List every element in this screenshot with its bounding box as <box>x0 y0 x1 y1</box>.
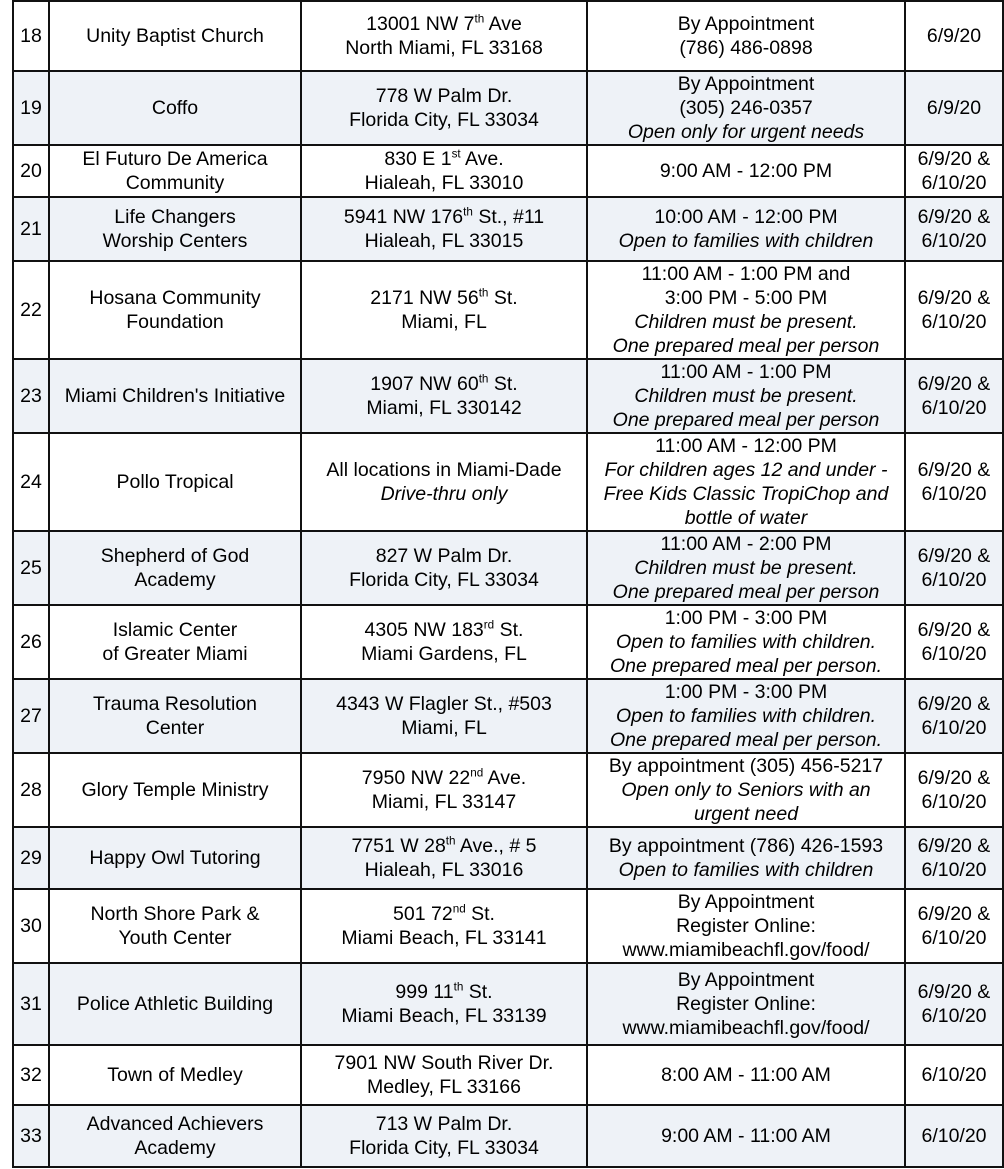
site-number: 24 <box>13 433 49 531</box>
site-hours <box>587 531 905 605</box>
site-dates <box>905 71 1003 145</box>
address-line <box>304 618 584 642</box>
site-number: 30 <box>13 889 49 963</box>
date-line: 6/10/20 <box>921 1125 987 1147</box>
site-address <box>301 145 587 197</box>
site-name-line: Happy Owl Tutoring <box>89 847 261 869</box>
address-line <box>304 568 584 592</box>
site-address <box>301 1105 587 1167</box>
address-line <box>304 716 584 740</box>
hours-line: Open only for urgent needs <box>627 121 865 143</box>
address-line <box>304 790 584 814</box>
site-hours <box>587 71 905 145</box>
site-name-line: Town of Medley <box>107 1064 243 1086</box>
site-name-line: North Shore Park & <box>90 903 260 925</box>
table-row <box>13 963 1003 1045</box>
table-row <box>13 197 1003 261</box>
table-body <box>13 0 1003 1167</box>
address-text: Hialeah, FL 33010 <box>364 172 524 194</box>
address-text: Florida City, FL 33034 <box>349 1137 539 1159</box>
hours-line: Open to families with children. <box>615 631 877 653</box>
hours-line: 11:00 AM - 1:00 PM and <box>641 263 851 285</box>
site-name-line: Police Athletic Building <box>76 993 274 1015</box>
address-text: Miami Gardens, FL <box>361 643 527 665</box>
address-text: 501 72 <box>393 903 453 925</box>
site-address <box>301 963 587 1045</box>
address-line <box>304 482 584 506</box>
site-address <box>301 827 587 889</box>
address-text: Drive-thru only <box>380 483 508 505</box>
hours-line: Open to families with children <box>618 859 874 881</box>
site-address <box>301 197 587 261</box>
address-text: 1907 NW 60 <box>370 373 479 395</box>
address-text: St. <box>488 287 518 309</box>
site-name <box>49 889 301 963</box>
address-text: Miami, FL 330142 <box>366 397 522 419</box>
site-address <box>301 71 587 145</box>
site-number: 32 <box>13 1045 49 1105</box>
table-row <box>13 531 1003 605</box>
address-text: 7751 W 28 <box>351 835 446 857</box>
site-address <box>301 261 587 359</box>
hours-line: 3:00 PM - 5:00 PM <box>664 287 828 309</box>
address-line <box>304 544 584 568</box>
site-name-line: Academy <box>134 1137 216 1159</box>
address-text: Florida City, FL 33034 <box>349 569 539 591</box>
hours-line: Open to families with children. <box>615 705 877 727</box>
site-address <box>301 1 587 71</box>
site-name <box>49 531 301 605</box>
site-number: 27 <box>13 679 49 753</box>
site-dates <box>905 1 1003 71</box>
date-line: 6/9/20 & <box>917 693 991 715</box>
site-name-line: Center <box>145 717 205 739</box>
date-line: 6/9/20 & <box>917 545 991 567</box>
site-number: 20 <box>13 145 49 197</box>
ordinal-suffix: th <box>478 372 489 386</box>
hours-line: By Appointment <box>677 13 815 35</box>
site-number: 18 <box>13 1 49 71</box>
hours-line: urgent need <box>693 803 799 825</box>
hours-line: (305) 246-0357 <box>679 97 813 119</box>
ordinal-suffix: th <box>474 12 485 26</box>
address-line <box>304 12 584 36</box>
site-name <box>49 359 301 433</box>
address-line <box>304 36 584 60</box>
site-name-line: Unity Baptist Church <box>86 25 264 47</box>
hours-line: 1:00 PM - 3:00 PM <box>664 681 828 703</box>
site-hours <box>587 145 905 197</box>
hours-line: 1:00 PM - 3:00 PM <box>664 607 828 629</box>
hours-line: 10:00 AM - 12:00 PM <box>654 206 838 228</box>
table-row <box>13 71 1003 145</box>
hours-line: 11:00 AM - 2:00 PM <box>660 533 832 555</box>
address-text: Hialeah, FL 33015 <box>364 230 524 252</box>
site-hours <box>587 359 905 433</box>
address-text: 7950 NW 22 <box>361 767 471 789</box>
ordinal-suffix: th <box>453 980 464 994</box>
hours-line: Children must be present. <box>634 557 858 579</box>
date-line: 6/9/20 & <box>917 903 991 925</box>
address-text: Hialeah, FL 33016 <box>364 859 524 881</box>
address-line <box>304 980 584 1004</box>
site-name-line: Academy <box>134 569 216 591</box>
address-line <box>304 642 584 666</box>
address-text: 999 11 <box>395 981 454 1003</box>
date-line: 6/9/20 & <box>917 459 991 481</box>
hours-line: Children must be present. <box>634 311 858 333</box>
address-line <box>304 205 584 229</box>
site-number: 23 <box>13 359 49 433</box>
address-text: Miami Beach, FL 33139 <box>341 1005 547 1027</box>
site-dates <box>905 433 1003 531</box>
site-address <box>301 531 587 605</box>
date-line: 6/9/20 <box>926 25 982 47</box>
site-hours <box>587 963 905 1045</box>
site-hours <box>587 433 905 531</box>
site-name <box>49 1 301 71</box>
address-line <box>304 858 584 882</box>
site-dates <box>905 827 1003 889</box>
site-name-line: Worship Centers <box>102 230 248 252</box>
address-text: Miami, FL <box>401 311 487 333</box>
address-line <box>304 926 584 950</box>
date-line: 6/9/20 & <box>917 206 991 228</box>
site-number: 25 <box>13 531 49 605</box>
date-line: 6/10/20 <box>921 569 987 591</box>
hours-line: Free Kids Classic TropiChop and <box>603 483 889 505</box>
table-row <box>13 679 1003 753</box>
address-line <box>304 84 584 108</box>
address-text: 5941 NW 176 <box>343 206 464 228</box>
address-line <box>304 372 584 396</box>
address-line <box>304 310 584 334</box>
table-row <box>13 753 1003 827</box>
site-number: 31 <box>13 963 49 1045</box>
site-number: 26 <box>13 605 49 679</box>
address-text: 4305 NW 183 <box>364 619 484 641</box>
date-line: 6/9/20 & <box>917 767 991 789</box>
table-row <box>13 1045 1003 1105</box>
hours-line: One prepared meal per person <box>612 581 880 603</box>
address-text: 827 W Palm Dr. <box>375 545 513 567</box>
address-line <box>304 902 584 926</box>
site-name <box>49 963 301 1045</box>
ordinal-suffix: th <box>463 205 473 219</box>
site-address <box>301 679 587 753</box>
site-name-line: Youth Center <box>118 927 232 949</box>
address-line <box>304 147 584 171</box>
date-line: 6/9/20 & <box>917 287 991 309</box>
address-line <box>304 108 584 132</box>
address-text: St. <box>465 903 495 925</box>
site-name-line: Foundation <box>126 311 224 333</box>
site-dates <box>905 145 1003 197</box>
address-line <box>304 286 584 310</box>
ordinal-suffix: nd <box>470 766 484 780</box>
site-address <box>301 889 587 963</box>
date-line: 6/9/20 & <box>917 981 991 1003</box>
date-line: 6/10/20 <box>921 791 987 813</box>
site-dates <box>905 605 1003 679</box>
hours-line: Register Online: <box>676 915 816 937</box>
site-address <box>301 605 587 679</box>
site-address <box>301 1045 587 1105</box>
address-text: 2171 NW 56 <box>370 287 479 309</box>
site-name-line: Life Changers <box>114 206 236 228</box>
site-name-line: El Futuro De America <box>82 148 268 170</box>
site-name <box>49 753 301 827</box>
site-name-line: Pollo Tropical <box>116 471 234 493</box>
address-line <box>304 229 584 253</box>
hours-line: One prepared meal per person <box>612 409 880 431</box>
address-text: Ave. <box>483 767 527 789</box>
date-line: 6/10/20 <box>921 172 987 194</box>
date-line: 6/9/20 & <box>917 148 991 170</box>
address-text: Miami, FL 33147 <box>371 791 517 813</box>
address-text: 4343 W Flagler St., #503 <box>336 693 552 715</box>
site-name <box>49 1105 301 1167</box>
site-hours <box>587 605 905 679</box>
hours-line: By Appointment <box>677 891 815 913</box>
date-line: 6/10/20 <box>921 1064 987 1086</box>
hours-line: 11:00 AM - 12:00 PM <box>655 435 837 457</box>
ordinal-suffix: th <box>445 834 456 848</box>
address-line <box>304 1112 584 1136</box>
address-line <box>304 458 584 482</box>
date-line: 6/10/20 <box>921 717 987 739</box>
table-row <box>13 605 1003 679</box>
site-hours <box>587 827 905 889</box>
site-name <box>49 261 301 359</box>
hours-line: By appointment (305) 456-5217 <box>608 755 884 777</box>
hours-line: Children must be present. <box>634 385 858 407</box>
site-name-line: Hosana Community <box>89 287 261 309</box>
site-number: 21 <box>13 197 49 261</box>
address-line <box>304 396 584 420</box>
site-hours <box>587 261 905 359</box>
site-dates <box>905 1045 1003 1105</box>
food-site-table <box>12 0 1004 1168</box>
address-line <box>304 1075 584 1099</box>
site-name-line: Islamic Center <box>112 619 238 641</box>
table-row <box>13 359 1003 433</box>
hours-line: 9:00 AM - 11:00 AM <box>661 1125 831 1147</box>
address-text: St. <box>463 981 493 1003</box>
table-row <box>13 827 1003 889</box>
table-row <box>13 889 1003 963</box>
site-address <box>301 753 587 827</box>
ordinal-suffix: nd <box>452 902 466 916</box>
site-dates <box>905 531 1003 605</box>
date-line: 6/10/20 <box>921 1005 987 1027</box>
site-name <box>49 1045 301 1105</box>
site-number: 19 <box>13 71 49 145</box>
site-name <box>49 679 301 753</box>
date-line: 6/9/20 & <box>917 373 991 395</box>
hours-line: By Appointment <box>677 969 815 991</box>
address-line <box>304 1004 584 1028</box>
hours-line: One prepared meal per person. <box>609 729 883 751</box>
site-name <box>49 71 301 145</box>
address-text: Medley, FL 33166 <box>367 1076 521 1098</box>
hours-line: Register Online: <box>676 993 816 1015</box>
date-line: 6/10/20 <box>921 230 987 252</box>
hours-line: One prepared meal per person. <box>609 655 883 677</box>
date-line: 6/10/20 <box>921 643 987 665</box>
date-line: 6/9/20 & <box>917 619 991 641</box>
address-text: 778 W Palm Dr. <box>375 85 513 107</box>
site-hours <box>587 1 905 71</box>
address-text: 830 E 1 <box>384 148 452 170</box>
ordinal-suffix: th <box>478 286 489 300</box>
site-name <box>49 433 301 531</box>
hours-line: www.miamibeachfl.gov/food/ <box>622 1017 870 1039</box>
address-text: Ave., # 5 <box>455 835 537 857</box>
date-line: 6/10/20 <box>921 311 987 333</box>
site-hours <box>587 753 905 827</box>
hours-line: www.miamibeachfl.gov/food/ <box>622 939 870 961</box>
site-hours <box>587 197 905 261</box>
hours-line: By Appointment <box>677 73 815 95</box>
site-name-line: Coffo <box>151 97 199 119</box>
site-name-line: Shepherd of God <box>100 545 250 567</box>
address-text: Miami, FL <box>401 717 487 739</box>
date-line: 6/10/20 <box>921 483 987 505</box>
address-line <box>304 1136 584 1160</box>
date-line: 6/9/20 <box>926 97 982 119</box>
site-name <box>49 605 301 679</box>
site-dates <box>905 963 1003 1045</box>
address-text: St. <box>488 373 518 395</box>
address-text: Miami Beach, FL 33141 <box>341 927 547 949</box>
address-text: Florida City, FL 33034 <box>349 109 539 131</box>
site-hours <box>587 679 905 753</box>
address-text: St. <box>494 619 524 641</box>
hours-line: Open only to Seniors with an <box>621 779 871 801</box>
address-line <box>304 692 584 716</box>
site-name-line: Community <box>125 172 225 194</box>
site-hours <box>587 889 905 963</box>
table-row <box>13 1105 1003 1167</box>
site-name-line: of Greater Miami <box>102 643 248 665</box>
address-text: 7901 NW South River Dr. <box>334 1052 554 1074</box>
address-line <box>304 834 584 858</box>
date-line: 6/10/20 <box>921 927 987 949</box>
ordinal-suffix: rd <box>483 618 495 632</box>
hours-line: 9:00 AM - 12:00 PM <box>659 160 833 182</box>
hours-line: One prepared meal per person <box>612 335 880 357</box>
ordinal-suffix: st <box>451 147 461 161</box>
site-name-line: Trauma Resolution <box>92 693 258 715</box>
address-text: Ave. <box>460 148 504 170</box>
site-dates <box>905 1105 1003 1167</box>
site-number: 33 <box>13 1105 49 1167</box>
date-line: 6/10/20 <box>921 859 987 881</box>
hours-line: 8:00 AM - 11:00 AM <box>661 1064 831 1086</box>
site-dates <box>905 359 1003 433</box>
site-dates <box>905 753 1003 827</box>
table-row <box>13 433 1003 531</box>
site-hours <box>587 1045 905 1105</box>
date-line: 6/10/20 <box>921 397 987 419</box>
site-hours <box>587 1105 905 1167</box>
hours-line: By appointment (786) 426-1593 <box>608 835 884 857</box>
site-name-line: Glory Temple Ministry <box>81 779 269 801</box>
table-row <box>13 145 1003 197</box>
address-text: 713 W Palm Dr. <box>375 1113 513 1135</box>
address-text: Ave <box>484 13 522 35</box>
address-line <box>304 171 584 195</box>
address-line <box>304 1051 584 1075</box>
site-address <box>301 433 587 531</box>
date-line: 6/9/20 & <box>917 835 991 857</box>
site-number: 28 <box>13 753 49 827</box>
hours-line: (786) 486-0898 <box>679 37 813 59</box>
table-row <box>13 261 1003 359</box>
address-text: North Miami, FL 33168 <box>345 37 543 59</box>
site-dates <box>905 679 1003 753</box>
hours-line: Open to families with children <box>618 230 874 252</box>
site-name <box>49 145 301 197</box>
address-text: St., #11 <box>472 206 545 228</box>
address-text: All locations in Miami-Dade <box>326 459 562 481</box>
site-name <box>49 197 301 261</box>
site-name-line: Advanced Achievers <box>86 1113 264 1135</box>
address-text: 13001 NW 7 <box>366 13 475 35</box>
site-dates <box>905 261 1003 359</box>
site-number: 29 <box>13 827 49 889</box>
hours-line: 11:00 AM - 1:00 PM <box>660 361 832 383</box>
address-line <box>304 766 584 790</box>
site-dates <box>905 889 1003 963</box>
site-name-line: Miami Children's Initiative <box>64 385 286 407</box>
hours-line: For children ages 12 and under - <box>604 459 888 481</box>
site-address <box>301 359 587 433</box>
table-row <box>13 1 1003 71</box>
site-dates <box>905 197 1003 261</box>
hours-line: bottle of water <box>684 507 808 529</box>
site-name <box>49 827 301 889</box>
site-number: 22 <box>13 261 49 359</box>
